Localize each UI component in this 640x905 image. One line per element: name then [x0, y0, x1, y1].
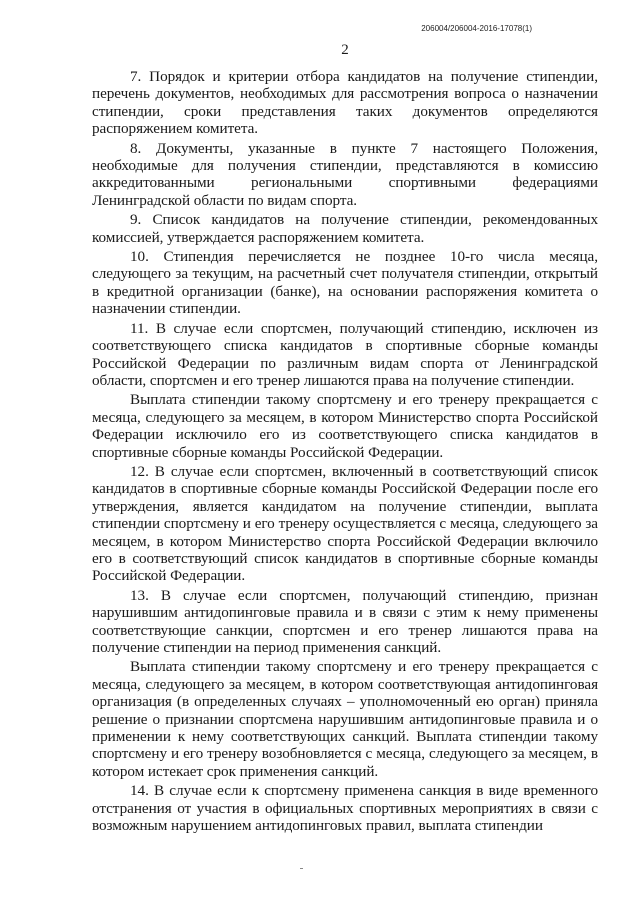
- paragraph-13: 13. В случае если спортсмен, получающий стипендию, признан нарушившим антидопинговые правила и в связи с этим к нему применены соответствующие санкции, спортсмен и его тренер лишаются права на получение стипендии на период применения санкций.: [92, 586, 598, 656]
- paragraph-8: 8. Документы, указанные в пункте 7 настоящего Положения, необходимые для получения стипендии, представляются в комиссию аккредитованными региональными спортивными федерациями Ленинградской области по видам спорта.: [92, 139, 598, 209]
- paragraph-10: 10. Стипендия перечисляется не позднее 10-го числа месяца, следующего за текущим, на расчетный счет получателя стипендии, открытый в кредитной организации (банке), на основании распоряжения комитета о назначении стипендии.: [92, 248, 598, 318]
- scan-artifact-mark: [300, 868, 303, 869]
- paragraph-7: 7. Порядок и критерии отбора кандидатов на получение стипендии, перечень документов, необходимых для рассмотрения вопроса о назначении стипендии, сроки представления таких документов определяются распоряжением комитета.: [92, 68, 598, 138]
- paragraph-12: 12. В случае если спортсмен, включенный в соответствующий список кандидатов в спортивные сборные команды Российской Федерации после его утверждения, является кандидатом на получение стипендии, выплата стипендии спортсмену и его тренеру осуществляется с месяца, следующего за месяцем, в котором Министерство спорта Российской Федерации включило его в соответствующий список кандидатов в спортивные сборные команды Российской Федерации.: [92, 462, 598, 585]
- paragraph-14: 14. В случае если к спортсмену применена санкция в виде временного отстранения от участия в официальных спортивных мероприятиях в связи с возможным нарушением антидопинговых правил, выплата стипендии: [92, 782, 598, 835]
- paragraph-13-continuation: Выплата стипендии такому спортсмену и его тренеру прекращается с месяца, следующего за месяцем, в котором соответствующая антидопинговая организация (в определенных случаях – уполномоченный ею орган) приняла решение о признании спортсмена нарушившим антидопинговые правила и о применении к нему соответствующих санкций. Выплата стипендии такому спортсмену и его тренеру возобновляется с месяца, следующего за месяцем, в котором истекает срок применения санкций.: [92, 658, 598, 780]
- document-registration-number: 206004/206004-2016-17078(1): [421, 24, 532, 33]
- paragraph-11: 11. В случае если спортсмен, получающий стипендию, исключен из соответствующего списка кандидатов в спортивные сборные команды Российской Федерации по различным видам спорта от Ленинградской области, спортсмен и его тренер лишаются права на получение стипендии.: [92, 319, 598, 389]
- paragraph-9: 9. Список кандидатов на получение стипендии, рекомендованных комиссией, утверждается распоряжением комитета.: [92, 211, 598, 246]
- page-number: 2: [341, 42, 349, 58]
- paragraph-11-continuation: Выплата стипендии такому спортсмену и его тренеру прекращается с месяца, следующего за месяцем, в котором Министерство спорта Российской Федерации исключило его из соответствующего списка кандидатов в спортивные сборные команды Российской Федерации.: [92, 391, 598, 461]
- document-body: [92, 68, 598, 834]
